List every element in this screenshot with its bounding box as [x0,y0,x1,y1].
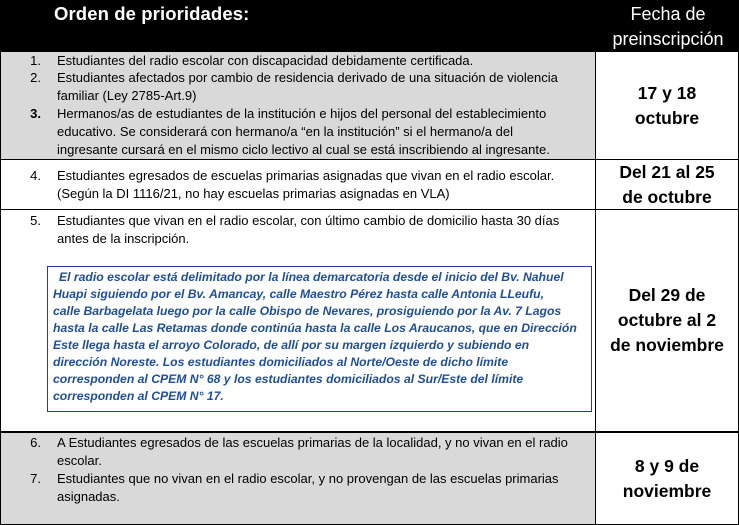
item-text: antes de la inscripción. [57,231,190,246]
item-number: 3. [30,106,41,121]
date-line: 17 y 18 [637,82,697,103]
date-line: Del 21 al 25 [619,161,715,182]
date-cell [596,210,739,432]
date-line: octubre [634,107,700,128]
header-date-line-1: Fecha de [630,4,706,24]
priority-cell [0,432,596,525]
item-number: 2. [30,70,41,85]
item-number: 6. [30,435,41,450]
priority-cell [0,160,596,210]
date-cell [596,52,739,160]
note-line: Huapi siguiendo por el Bv. Amancay, calle Maestro Pérez hasta calle Antonia LLeufu, [53,287,545,301]
item-text: Estudiantes afectados por cambio de residencia derivado de una situación de violencia [57,70,558,85]
date-line: de noviembre [610,335,724,355]
note-line: hasta la calle Las Retamas donde continúa hasta la calle Los Araucanos, que en Dirección [53,321,577,335]
date-cell [596,160,739,210]
note-line: dirección Noreste. Los estudiantes domiciliados al Norte/Oeste de dicho límite [53,355,509,369]
header-date-line-2: preinscripción [612,29,724,49]
item-text: asignadas. [57,489,120,504]
note-line: calle Barbagelata luego por la calle Obispo de Nevares, prosiguiendo por la Av. 7 Lagos [53,304,562,318]
item-text: Estudiantes que vivan en el radio escolar, con último cambio de domicilio hasta 30 días [57,213,560,228]
item-text: Estudiantes del radio escolar con discapacidad debidamente certificada. [57,53,474,68]
table-header [0,0,739,52]
table-row [0,432,739,525]
table-row [0,52,739,160]
radio-escolar-note [47,266,592,412]
item-text: escolar. [57,453,102,468]
item-number: 4. [30,168,41,183]
note-line: corresponden al CPEM N° 68 y los estudiantes domiciliados al Sur/Este del límite [53,372,524,386]
table-row [0,160,739,210]
header-date-title [597,2,739,52]
item-number: 1. [30,53,41,68]
note-line: corresponden al CPEM N° 17. [53,389,224,403]
item-number: 7. [30,471,41,486]
date-line: de octubre [622,186,712,207]
item-number: 5. [30,213,41,228]
note-line: Este llega hasta el arroyo Colorado, de allí por su margen izquierdo y subiendo en [53,338,530,352]
header-title: Orden de prioridades: [54,3,250,24]
item-text: A Estudiantes egresados de las escuelas primarias de la localidad, y no vivan en el radio [57,435,568,450]
date-line: 8 y 9 de [634,455,700,476]
date-cell [596,432,739,525]
item-text: familiar (Ley 2785-Art.9) [57,88,197,103]
date-line: noviembre [622,480,712,501]
item-text: ingresante cursará en el mismo ciclo lectivo al cual se está inscribiendo al ingresante. [57,142,550,157]
item-text: Hermanos/as de estudiantes de la institución e hijos del personal del establecimiento [57,106,547,121]
item-text: educativo. Se considerará con hermano/a “en la institución” si el hermano/a del [57,124,513,139]
date-line: Del 29 de [628,285,706,305]
item-text: Estudiantes que no vivan en el radio escolar, y no provengan de las escuelas primarias [57,471,559,486]
date-line: octubre al 2 [617,310,717,330]
item-text: (Según la DI 1116/21, no hay escuelas primarias asignadas en VLA) [57,186,450,201]
item-text: Estudiantes egresados de escuelas primarias asignadas que vivan en el radio escolar. [57,168,555,183]
priority-cell [0,52,596,160]
note-line: El radio escolar está delimitado por la línea demarcatoria desde el inicio del Bv. Nahuel [59,270,564,284]
